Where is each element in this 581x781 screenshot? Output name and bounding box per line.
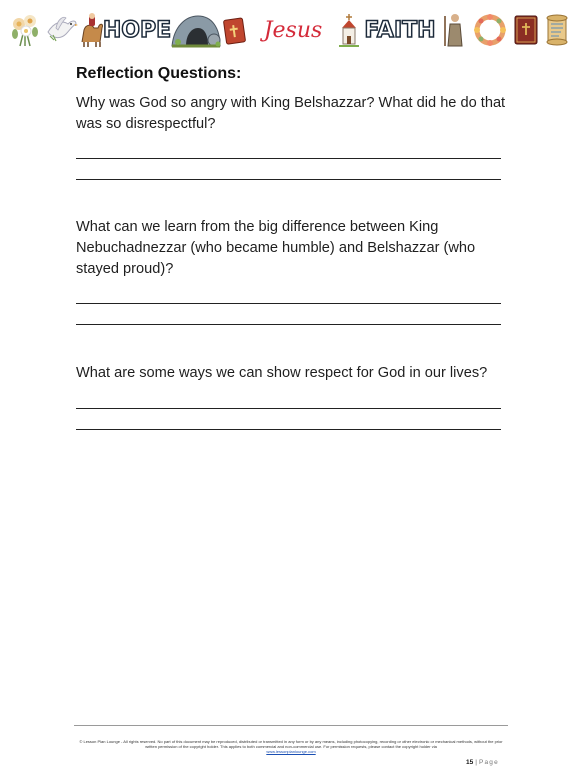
flower-bouquet-icon	[8, 12, 42, 48]
holy-bible-icon	[512, 14, 540, 46]
answer-line[interactable]	[76, 324, 501, 325]
answer-line[interactable]	[76, 158, 501, 159]
page-title: Reflection Questions:	[76, 65, 242, 82]
camel-rider-icon	[78, 12, 106, 48]
faith-wordart: FAITH	[364, 17, 436, 43]
footer-divider	[74, 725, 508, 726]
page-number: 15 | Page	[466, 759, 499, 766]
copyright-notice	[74, 739, 508, 754]
shepherd-figure-icon	[440, 12, 468, 48]
hope-wordart: HOPE	[102, 17, 172, 43]
answer-line[interactable]	[76, 408, 501, 409]
decorative-banner	[8, 10, 573, 50]
website-link[interactable]: www.lessonplanlounge.com	[266, 749, 316, 754]
church-icon	[336, 12, 362, 48]
question-3: What are some ways we can show respect for God in our lives?	[76, 365, 488, 381]
dove-icon	[44, 14, 78, 46]
copyright-text: © Lesson Plan Lounge - All rights reserved. No part of this document may be reproduced, distributed or transmitted in any form or by any means, including photocopying, recording or other electronic or mechanical methods, without the prior written permission of the copyright holder. This applies to both commercial and non-commercial use. For permission requests, please contact the copyright holder via	[79, 739, 503, 749]
question-2: What can we learn from the big difference between King Nebuchadnezzar (who became humble) and Belshazzar (who stayed proud)?	[76, 219, 476, 277]
page-label: Page	[478, 759, 499, 766]
answer-line[interactable]	[76, 303, 501, 304]
question-1: Why was God so angry with King Belshazzar? What did he do that was so disrespectful?	[76, 95, 506, 132]
jesus-wordart: Jesus	[263, 17, 323, 43]
page-number-value: 15	[466, 759, 474, 766]
bible-icon	[222, 16, 248, 46]
floral-wreath-icon	[472, 12, 508, 48]
scroll-icon	[543, 14, 571, 46]
answer-line[interactable]	[76, 429, 501, 430]
empty-tomb-icon	[170, 12, 222, 48]
answer-line[interactable]	[76, 179, 501, 180]
